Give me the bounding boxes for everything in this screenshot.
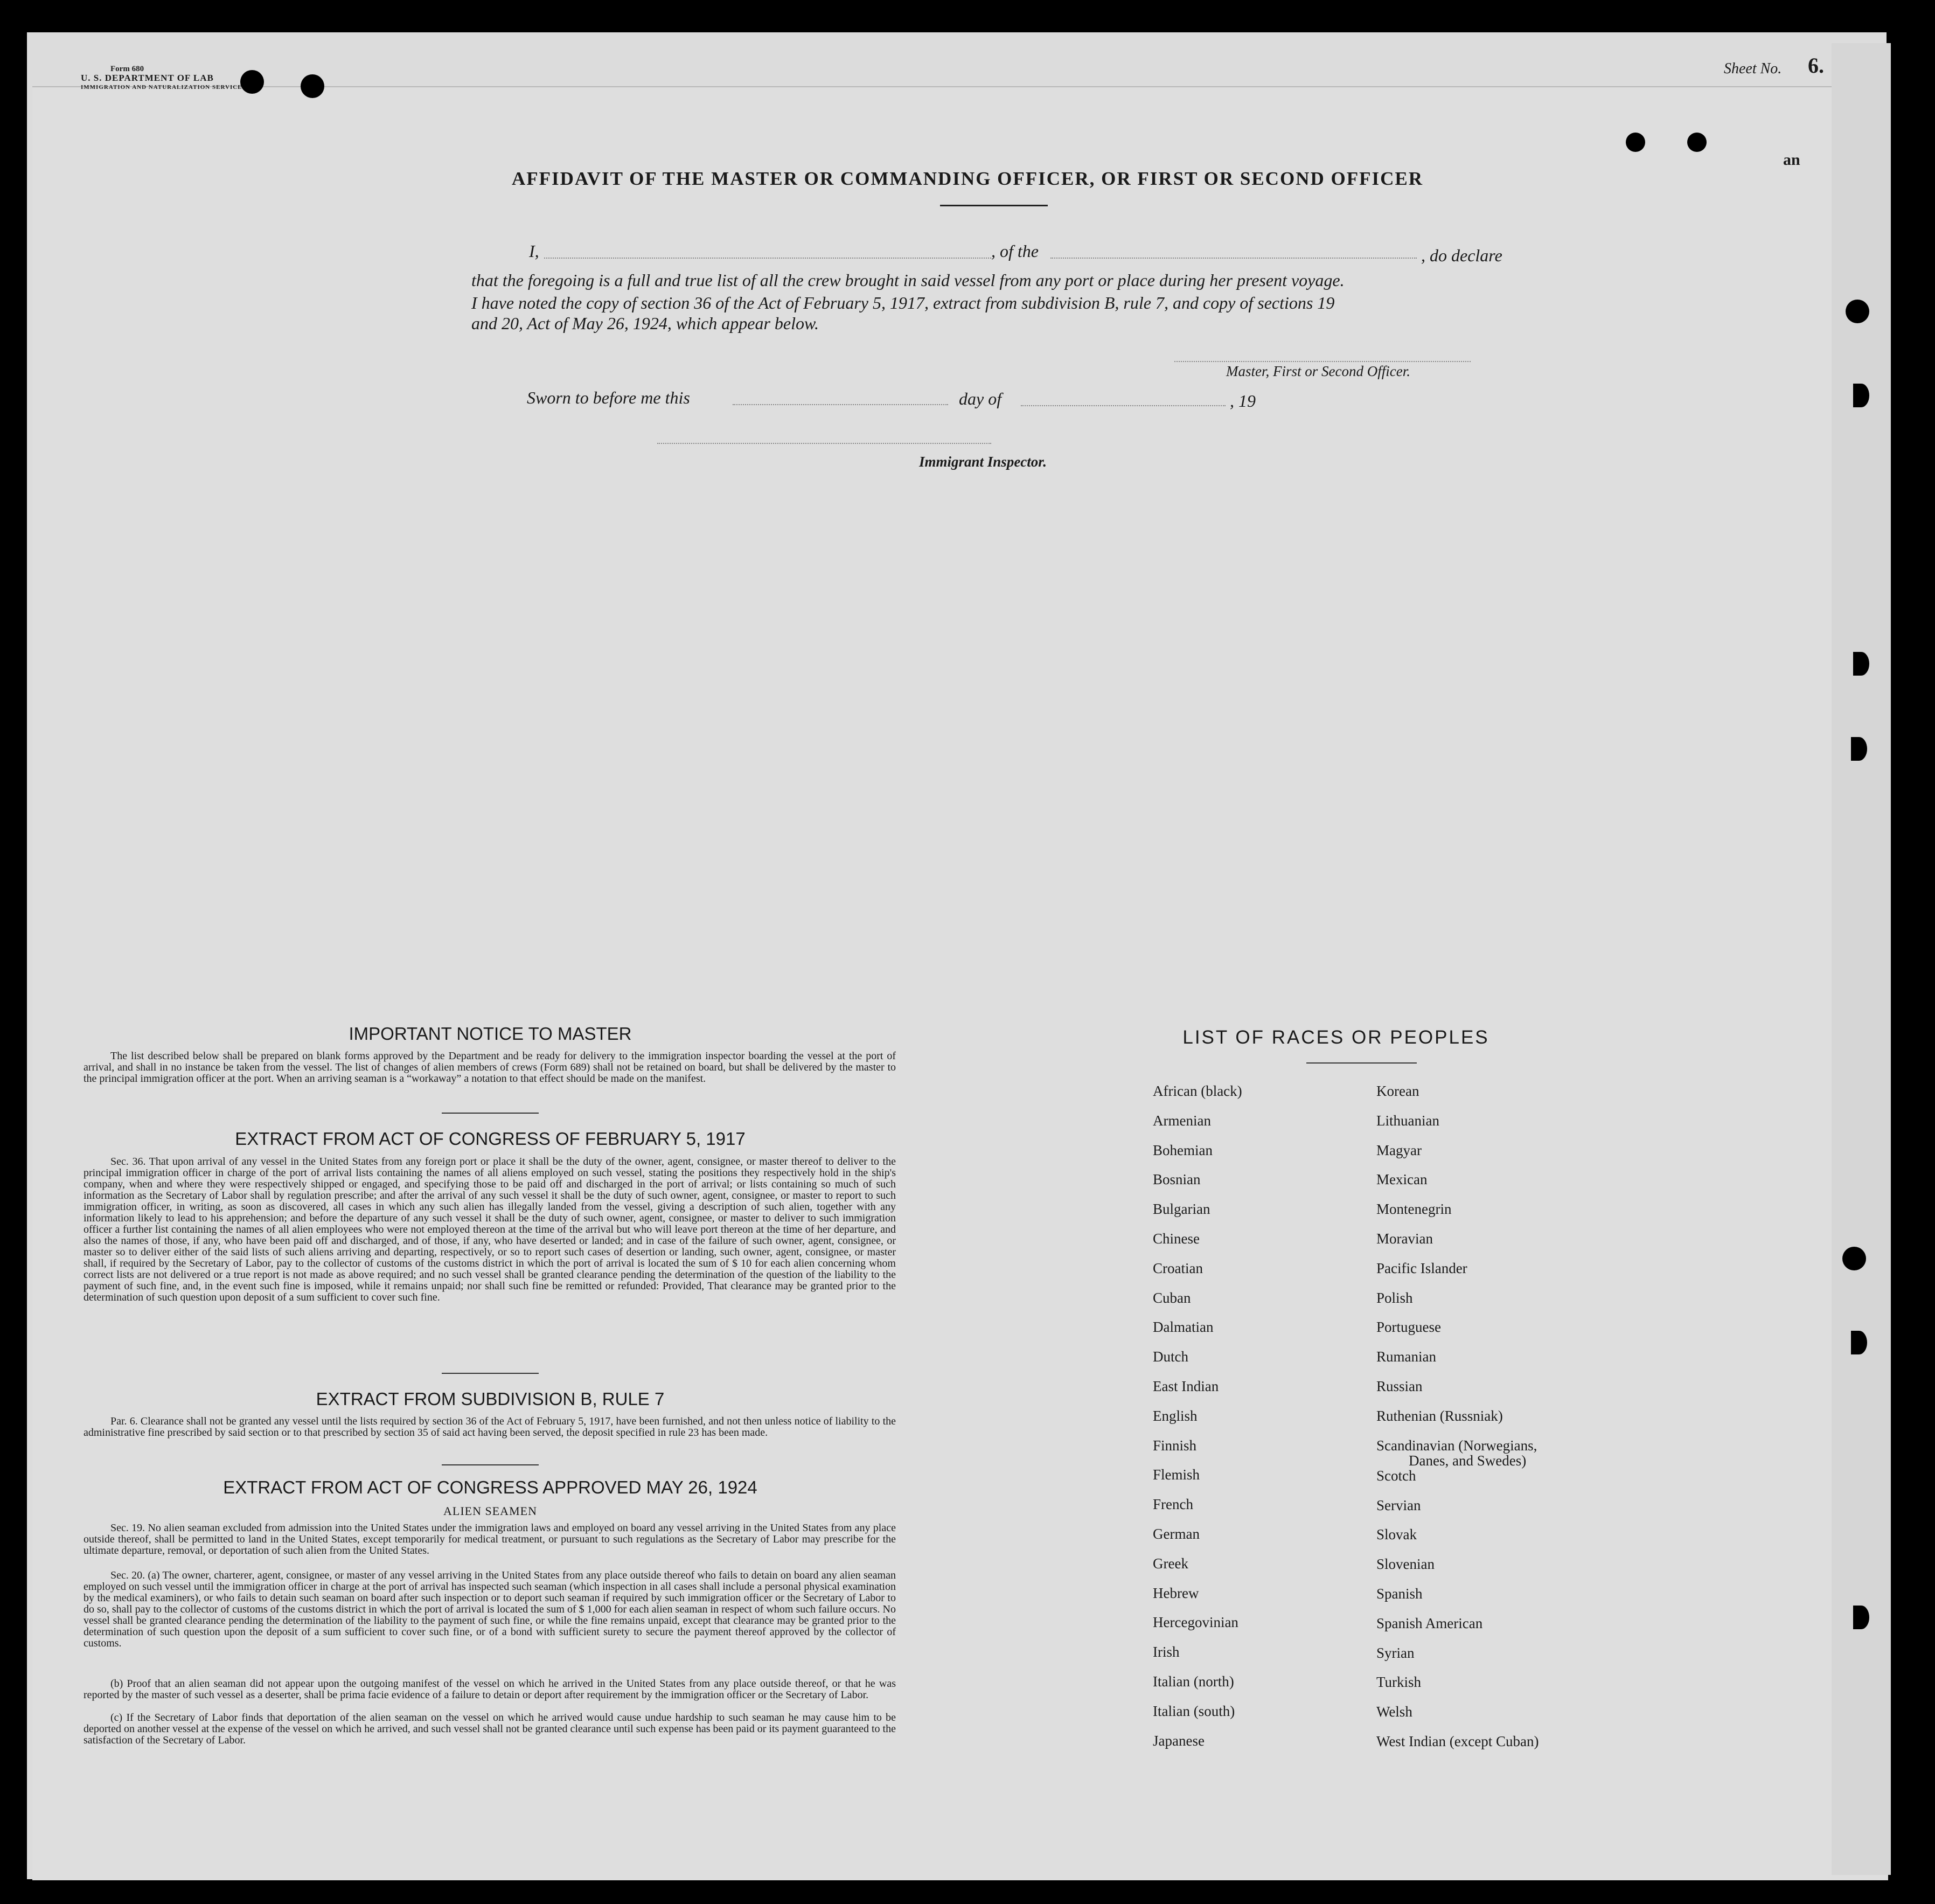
race-item: Italian (north): [1153, 1673, 1234, 1690]
race-item: Turkish: [1376, 1674, 1422, 1691]
notice-heading: IMPORTANT NOTICE TO MASTER: [349, 1024, 632, 1044]
race-item: Slovenian: [1376, 1556, 1435, 1573]
race-item: French: [1153, 1496, 1193, 1513]
section-divider: [442, 1464, 539, 1465]
punch-hole: [1626, 133, 1645, 152]
race-item: Servian: [1376, 1497, 1421, 1513]
race-item: Greek: [1153, 1555, 1188, 1572]
punch-hole: [1853, 652, 1869, 676]
extract-1917-text: Sec. 36. That upon arrival of any vessel in the United States from any foreign port or place it shall be the duty of the owner, agent, consignee, or master thereof to deliver to the principal immigration officer in charge of the port of arrival lists containing the names of all aliens employed on such vessel, stating the positions they respectively hold in the ship's company, when and where they were respectively shipped or engaged, and specifying those to be paid off and discharged in the port of arrival; or lists containing so much of such information as the Secretary of Labor shall by regulation prescribe; and after the arrival of any such vessel it shall be the duty of such owner, agent, consignee, or master to report to such immigration officer, in writing, as soon as discovered, all cases in which any such alien has illegally landed from the vessel, giving a description of such alien, together with any information likely to lead to his apprehension; and before the departure of any such vessel it shall be the duty of such owner, agent, consignee, or master to deliver to such immigration officer a further list containing the names of all alien employees who were not employed thereon at the time of the arrival but who will leave port thereon at the time of her departure, and also the names of those, if any, who have been paid off and discharged, and of those, if any, who have deserted or landed; and in case of the failure of such owner, agent, consignee, or master so to deliver either of the said lists of such aliens arriving and departing, respectively, or so to report such cases of desertion or landing, such owner, agent, consignee, or master shall, if required by the Secretary of Labor, pay to the collector of customs of the customs district in which the port of arrival is located the sum of $ 10 for each alien concerning whom correct lists are not delivered or a true report is not made as above required; and no such vessel shall be granted clearance pending the determination of the question of the liability to the payment of such fine, and, in the event such fine is imposed, while it remains unpaid; nor shall such fine be remitted or refunded: Provided, That clearance may be granted prior to the determination of such question upon deposit of a sum sufficient to cover such fine.: [83, 1156, 896, 1303]
race-item: Dalmatian: [1153, 1319, 1214, 1336]
race-item: Lithuanian: [1376, 1112, 1439, 1129]
inspector-label: Immigrant Inspector.: [919, 454, 1047, 470]
sworn-day-line[interactable]: [733, 404, 948, 405]
race-item: Welsh: [1376, 1704, 1412, 1720]
race-item: Bulgarian: [1153, 1201, 1210, 1218]
race-item: Ruthenian (Russniak): [1376, 1407, 1503, 1424]
of-the-label: , of the: [991, 241, 1039, 261]
race-item: Mexican: [1376, 1171, 1428, 1188]
title-underline: [940, 205, 1048, 206]
department-subtitle: IMMIGRATION AND NATURALIZATION SERVICE: [81, 84, 242, 91]
master-signature-label: Master, First or Second Officer.: [1226, 363, 1410, 379]
section-20c-text: (c) If the Secretary of Labor finds that deportation of the alien seaman on the vessel on which he arrived would cause undue hardship to such seaman he may cause him to be deported on another vessel at the expense of the vessel on which he arrived, and such vessel shall not be granted clearance until such expense has been paid or its payment guaranteed to the satisfaction of the Secretary of Labor.: [83, 1712, 896, 1746]
race-item: Croatian: [1153, 1260, 1203, 1276]
rule7-heading: EXTRACT FROM SUBDIVISION B, RULE 7: [316, 1389, 665, 1409]
race-item: Hebrew: [1153, 1585, 1199, 1601]
section-divider: [442, 1113, 539, 1114]
do-declare-label: , do declare: [1421, 246, 1502, 265]
race-item: Flemish: [1153, 1467, 1200, 1483]
sworn-label: Sworn to before me this: [527, 388, 690, 407]
race-item: African (black): [1153, 1083, 1242, 1099]
declarant-name-line[interactable]: [544, 258, 991, 259]
race-item: Russian: [1376, 1378, 1423, 1394]
race-item: Korean: [1376, 1083, 1419, 1099]
race-item: Spanish American: [1376, 1615, 1483, 1631]
punch-hole: [1687, 133, 1707, 152]
race-item: Bosnian: [1153, 1171, 1201, 1188]
section-divider: [442, 1373, 539, 1374]
sheet-number-value: 6.: [1808, 53, 1824, 78]
race-item: Hercegovinian: [1153, 1614, 1238, 1631]
rule7-text: Par. 6. Clearance shall not be granted any vessel until the lists required by section 36 of the Act of February 5, 1917, have been furnished, and not then unless notice of liability to the administrative fine prescribed by said section or to that prescribed by section 35 of said act having been served, the deposit specified in rule 23 has been made.: [83, 1415, 896, 1439]
punch-hole: [1851, 1331, 1867, 1354]
form-number: Form 680: [110, 65, 144, 73]
races-heading: LIST OF RACES OR PEOPLES: [1182, 1027, 1489, 1048]
sworn-month-line[interactable]: [1021, 405, 1226, 406]
race-item: Dutch: [1153, 1349, 1188, 1365]
day-of-label: day of: [959, 389, 1002, 408]
punch-hole: [1846, 300, 1869, 323]
punch-hole: [240, 70, 264, 94]
race-item: Armenian: [1153, 1112, 1211, 1129]
extract-1924-heading: EXTRACT FROM ACT OF CONGRESS APPROVED MAY 26, 1924: [223, 1477, 757, 1497]
declaration-line-3: I have noted the copy of section 36 of the Act of February 5, 1917, extract from subdivision B, rule 7, and copy of sections 19: [471, 293, 1335, 312]
race-item: Irish: [1153, 1644, 1180, 1660]
race-item: Rumanian: [1376, 1349, 1436, 1365]
notice-text: The list described below shall be prepared on blank forms approved by the Department and be ready for delivery to the immigration inspector boarding the vessel at the port of arrival, and shall in no instance be taken from the vessel. The list of changes of alien members of crews (Form 689) shall not be retained on board, but shall be delivered by the master to the principal immigration officer at the port. When an arriving seaman is a “workaway” a notation to that effect should be made on the manifest.: [83, 1050, 896, 1085]
race-item: Montenegrin: [1376, 1201, 1452, 1218]
race-item: Magyar: [1376, 1142, 1422, 1158]
race-item: Moravian: [1376, 1230, 1433, 1247]
inspector-signature-line[interactable]: [657, 443, 991, 444]
race-item: West Indian (except Cuban): [1376, 1733, 1539, 1749]
race-item: English: [1153, 1407, 1198, 1424]
sheet-number-label: Sheet No.: [1724, 60, 1782, 77]
punch-hole: [1851, 737, 1867, 761]
race-item: Syrian: [1376, 1644, 1415, 1661]
master-signature-line[interactable]: [1174, 361, 1471, 362]
corner-handwritten-note: an: [1783, 151, 1800, 169]
affidavit-title: AFFIDAVIT OF THE MASTER OR COMMANDING OFFICER, OR FIRST OR SECOND OFFICER: [512, 168, 1423, 189]
race-item-scandinavian: Scandinavian (Norwegians,: [1376, 1437, 1537, 1454]
section-19-text: Sec. 19. No alien seaman excluded from admission into the United States under the immigration laws and employed on board any vessel arriving in the United States from any place outside thereof, shall be permitted to land in the United States, except temporarily for medical treatment, or pursuant to such regulations as the Secretary of Labor may prescribe for the ultimate departure, removal, or deportation of such alien from the United States.: [83, 1522, 896, 1556]
punch-hole: [301, 74, 324, 98]
declarant-prefix: I,: [529, 241, 539, 261]
race-item: East Indian: [1153, 1378, 1219, 1394]
section-20b-text: (b) Proof that an alien seaman did not appear upon the outgoing manifest of the vessel on which he arrived in the United States from any place outside thereof, or that he was reported by the master of such vessel as a deserter, shall be prima facie evidence of a failure to detain or deport after requirement by the immigration officer or the Secretary of Labor.: [83, 1678, 896, 1701]
declaration-line-4: and 20, Act of May 26, 1924, which appear below.: [471, 314, 819, 333]
race-item: Portuguese: [1376, 1319, 1441, 1336]
extract-1917-heading: EXTRACT FROM ACT OF CONGRESS OF FEBRUARY 5, 1917: [235, 1129, 746, 1149]
race-item: German: [1153, 1525, 1200, 1542]
department-name: U. S. DEPARTMENT OF LAB: [81, 73, 214, 83]
vessel-name-line[interactable]: [1050, 258, 1417, 259]
races-heading-underline: [1306, 1062, 1417, 1064]
race-item: Japanese: [1153, 1732, 1205, 1749]
race-item: Scotch: [1376, 1467, 1416, 1484]
race-item: Pacific Islander: [1376, 1260, 1467, 1276]
races-column-2: [1376, 1076, 1539, 1756]
year-label: , 19: [1230, 391, 1256, 411]
race-item: Slovak: [1376, 1526, 1417, 1543]
race-item: Cuban: [1153, 1289, 1191, 1306]
punch-hole: [1853, 1606, 1869, 1629]
section-20a-text: Sec. 20. (a) The owner, charterer, agent, consignee, or master of any vessel arriving in the United States from any place outside thereof who fails to detain on board any alien seaman employed on such vessel until the immigration officer in charge at the port of arrival has inspected such seaman (which inspection in all cases shall include a personal physical examination by the medical examiners), or who fails to detain such seaman on board after such inspection or to deport such seaman if required by such immigration officer or the Secretary of Labor to do so, shall pay to the collector of customs of the customs district in which the port of arrival is located the sum of $ 1,000 for each alien seaman in respect of whom such failure occurs. No vessel shall be granted clearance pending the determination of the liability to the payment of such fine, or while the fine remains unpaid, except that clearance may be granted prior to the determination of such question upon the deposit of a sum sufficient to cover such fine, or of a bond with sufficient surety to secure the payment thereof approved by the collector of customs.: [83, 1569, 896, 1649]
punch-hole: [1853, 384, 1869, 407]
race-item: Italian (south): [1153, 1703, 1235, 1719]
race-item-scandinavian-note: Danes, and Swedes): [1409, 1452, 1527, 1469]
race-item: Chinese: [1153, 1230, 1200, 1247]
punch-hole: [1842, 1247, 1866, 1270]
races-column-1: [1153, 1076, 1242, 1755]
race-item: Bohemian: [1153, 1142, 1213, 1158]
alien-seamen-subheading: ALIEN SEAMEN: [443, 1504, 537, 1518]
race-item: Polish: [1376, 1289, 1413, 1306]
race-item: Spanish: [1376, 1585, 1423, 1602]
declaration-line-2: that the foregoing is a full and true list of all the crew brought in said vessel from any port or place during her present voyage.: [471, 270, 1345, 290]
race-item: Finnish: [1153, 1437, 1197, 1454]
